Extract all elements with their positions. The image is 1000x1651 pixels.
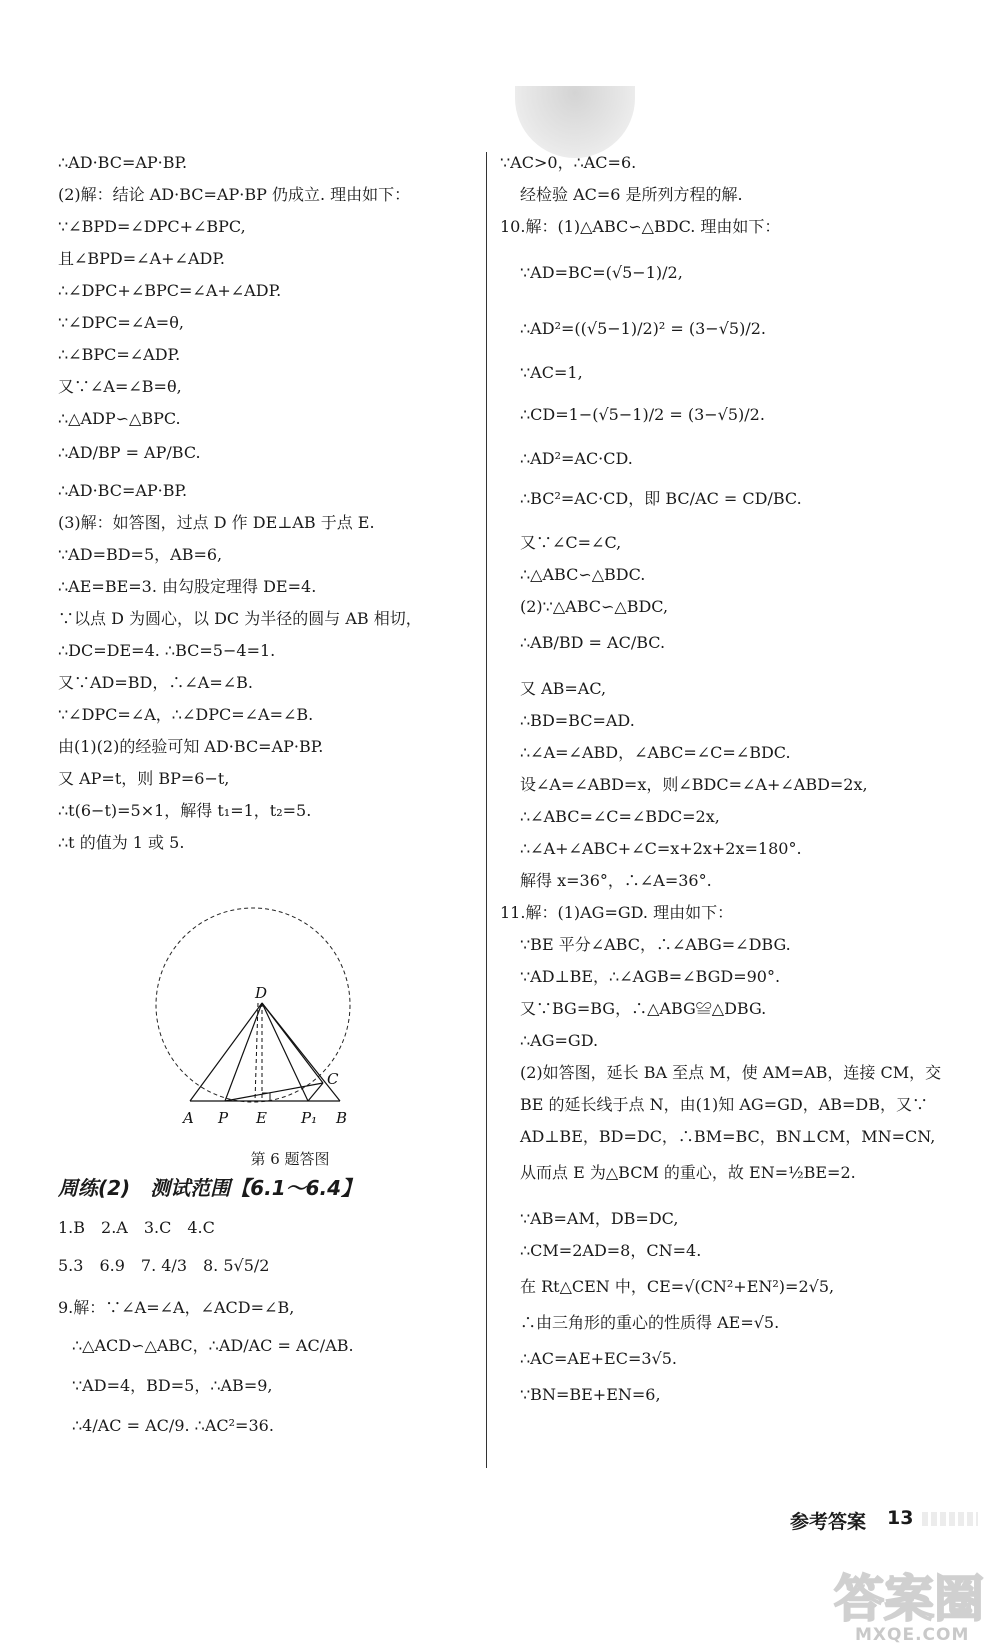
text-line: 又∵BG=BG，∴△ABG≌△DBG. <box>520 999 767 1018</box>
text-line: ∵AD=BC=(√5−1)/2, <box>520 263 683 282</box>
text-line: ∵AB=AM，DB=DC, <box>520 1209 679 1228</box>
segment-pc <box>225 1083 323 1101</box>
text-line: 且∠BPD=∠A+∠ADP. <box>58 249 225 268</box>
text-line: ∴∠BPC=∠ADP. <box>58 345 181 364</box>
text-line: 又∵AD=BD，∴∠A=∠B. <box>58 673 253 692</box>
text-line: (2)∵△ABC∽△BDC, <box>520 597 669 616</box>
text-line: ∴t 的值为 1 或 5. <box>58 833 185 852</box>
text-line: ∴AG=GD. <box>520 1031 599 1050</box>
text-line: 经检验 AC=6 是所列方程的解. <box>520 185 743 204</box>
label-p1: P₁ <box>301 1109 318 1127</box>
figure-caption: 第 6 题答图 <box>250 1150 330 1168</box>
label-b: B <box>336 1109 348 1127</box>
answers-row: 5.3 6.9 7. 4/3 8. 5√5/2 <box>58 1256 270 1275</box>
text-line: AD⊥BE，BD=DC，∴BM=BC，BN⊥CM，MN=CN, <box>520 1127 936 1146</box>
q9-line: ∵AD=4，BD=5，∴AB=9, <box>72 1376 273 1395</box>
text-line: (2)解：结论 AD·BC=AP·BP 仍成立. 理由如下： <box>58 185 411 204</box>
text-line: ∴BC²=AC·CD，即 BC/AC = CD/BC. <box>520 489 802 508</box>
text-line: ∴AC=AE+EC=3√5. <box>520 1349 677 1368</box>
text-line: ∴AB/BD = AC/BC. <box>520 633 666 652</box>
text-line: 从而点 E 为△BCM 的重心，故 EN=½BE=2. <box>520 1163 856 1182</box>
label-p: P <box>218 1109 229 1127</box>
text-line: 11.解：(1)AG=GD. 理由如下： <box>500 903 734 922</box>
text-line: ∴∠A+∠ABC+∠C=x+2x+2x=180°. <box>520 839 802 858</box>
dashed-circle <box>156 908 350 1102</box>
text-line: 解得 x=36°，∴∠A=36°. <box>520 871 712 890</box>
text-line: ∴CD=1−(√5−1)/2 = (3−√5)/2. <box>520 405 765 424</box>
text-line: ∴BD=BC=AD. <box>520 711 635 730</box>
text-line: BE 的延长线于点 N，由(1)知 AG=GD，AB=DB，又∵ <box>520 1095 929 1114</box>
text-line: ∴AD²=AC·CD. <box>520 449 633 468</box>
answers-row: 1.B 2.A 3.C 4.C <box>58 1218 215 1237</box>
text-line: ∵AD=BD=5，AB=6, <box>58 545 223 564</box>
text-line: ∴DC=DE=4. ∴BC=5−4=1. <box>58 641 276 660</box>
text-line: 设∠A=∠ABD=x，则∠BDC=∠A+∠ABD=2x, <box>520 775 868 794</box>
footer-decoration <box>922 1512 978 1526</box>
text-line: ∵BE 平分∠ABC，∴∠ABG=∠DBG. <box>520 935 791 954</box>
text-line: ∴∠A=∠ABD，∠ABC=∠C=∠BDC. <box>520 743 791 762</box>
text-line: ∵BN=BE+EN=6, <box>520 1385 661 1404</box>
text-line: ∵AC>0，∴AC=6. <box>500 153 637 172</box>
text-line: ∴AD/BP = AP/BC. <box>58 443 201 462</box>
text-line: ∴∠ABC=∠C=∠BDC=2x, <box>520 807 720 826</box>
text-line: (2)如答图，延长 BA 至点 M，使 AM=AB，连接 CM，交 <box>520 1063 942 1082</box>
page-number: 13 <box>887 1507 914 1529</box>
text-line: ∴CM=2AD=8，CN=4. <box>520 1241 702 1260</box>
text-line: 又∵∠A=∠B=θ, <box>58 377 182 396</box>
q9-line: 9.解：∵∠A=∠A，∠ACD=∠B, <box>58 1298 295 1317</box>
label-c: C <box>327 1070 339 1088</box>
footer-label: 参考答案 <box>790 1511 867 1533</box>
text-line: 又 AB=AC, <box>520 679 607 698</box>
q9-line: ∴4/AC = AC/9. ∴AC²=36. <box>72 1416 274 1435</box>
watermark-text: 答案圈 <box>834 1570 984 1628</box>
text-line: 又 AP=t，则 BP=6−t, <box>58 769 230 788</box>
text-line: ∴t(6−t)=5×1，解得 t₁=1，t₂=5. <box>58 801 312 820</box>
text-line: ∵以点 D 为圆心，以 DC 为半径的圆与 AB 相切， <box>58 609 422 628</box>
text-line: ∴AD²=((√5−1)/2)² = (3−√5)/2. <box>520 319 766 338</box>
text-line: (3)解：如答图，过点 D 作 DE⊥AB 于点 E. <box>58 513 375 532</box>
text-line: ∵AC=1, <box>520 363 583 382</box>
watermark-url: MXQE.COM <box>855 1625 970 1645</box>
text-line: ∵∠BPD=∠DPC+∠BPC, <box>58 217 246 236</box>
text-line: 又∵∠C=∠C, <box>520 533 622 552</box>
text-line: ∵∠DPC=∠A，∴∠DPC=∠A=∠B. <box>58 705 314 724</box>
text-line: ∴△ADP∽△BPC. <box>58 409 181 428</box>
text-line: ∴∠DPC+∠BPC=∠A+∠ADP. <box>58 281 282 300</box>
label-d: D <box>255 984 268 1002</box>
text-line: 10.解：(1)△ABC∽△BDC. 理由如下： <box>500 217 781 236</box>
segment-ad <box>190 1003 262 1101</box>
text-line: ∴由三角形的重心的性质得 AE=√5. <box>520 1313 780 1332</box>
q9-line: ∴△ACD∽△ABC，∴AD/AC = AC/AB. <box>72 1336 354 1355</box>
section-title: 周练(2) 测试范围【6.1～6.4】 <box>58 1176 362 1200</box>
label-e: E <box>256 1109 267 1127</box>
text-line: 在 Rt△CEN 中，CE=√(CN²+EN²)=2√5, <box>520 1277 835 1296</box>
label-a: A <box>183 1109 194 1127</box>
text-line: 由(1)(2)的经验可知 AD·BC=AP·BP. <box>58 737 324 756</box>
text-line: ∵AD⊥BE，∴∠AGB=∠BGD=90°. <box>520 967 781 986</box>
text-line: ∴AE=BE=3. 由勾股定理得 DE=4. <box>58 577 317 596</box>
text-line: ∵∠DPC=∠A=θ, <box>58 313 184 332</box>
text-line: ∴△ABC∽△BDC. <box>520 565 646 584</box>
text-line: ∴AD·BC=AP·BP. <box>58 153 188 172</box>
text-line: ∴AD·BC=AP·BP. <box>58 481 188 500</box>
segment-dc <box>262 1003 323 1083</box>
